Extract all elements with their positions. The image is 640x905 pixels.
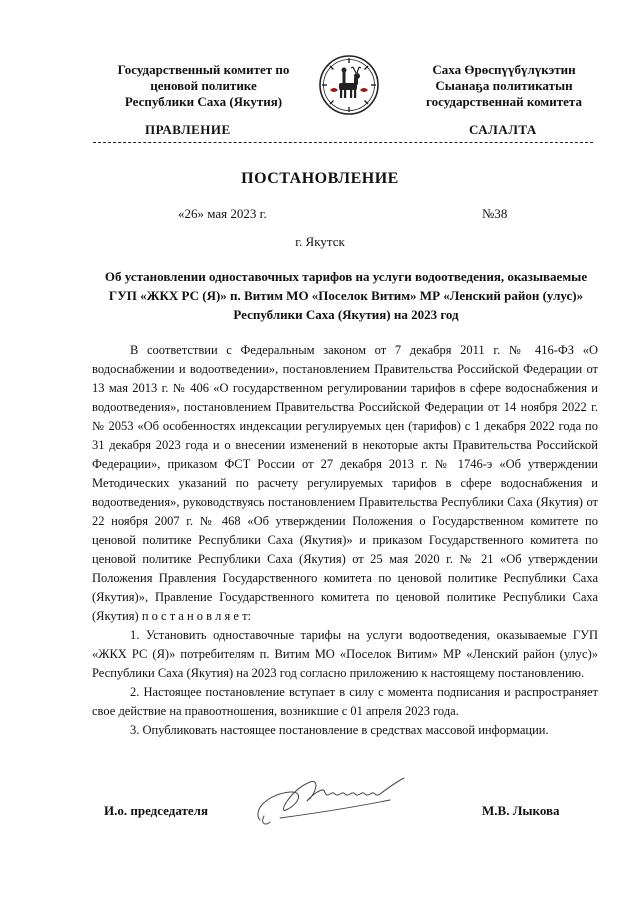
body-paragraph-preamble: В соответствии с Федеральным законом от 7 декабря 2011 г. № 416-ФЗ «О водоснабжении и водоотведении», постановлением Правительства Российской Федерации от 13 мая 2013 г. № 406 «О государственном регулировании тарифов в сфере водоснабжения и водоотведения», постановлением Правительства Российской Федерации от 14 ноября 2022 г. № 2053 «Об особенностях индексации регулируемых цен (тарифов) с 1 декабря 2022 года по 31 декабря 2023 года и о внесении изменений в некоторые акты Правительства Российской Федерации», приказом ФСТ России от 27 декабря 2013 г. № 1746-э «Об утверждении Методических указаний по расчету регулируемых тарифов в сфере водоснабжения и водоотведения», руководствуясь постановлением Правительства Республики Саха (Якутия) от 22 ноября 2007 г. № 468 «Об утверждении Положения о Государственном комитете по ценовой политике Республики Саха (Якутия)» и приказом Государственного комитета по ценовой политике Республики Саха (Якутия) от 25 мая 2020 г. № 21 «Об утверждении Положения Правления Государственного комитета по ценовой политике Республики Саха (Якутия)», Правление Государственного комитета по ценовой политике Республики Саха (Якутия) п о с т а н о в л я е т:: [92, 343, 598, 623]
document-title: ПОСТАНОВЛЕНИЕ: [241, 170, 399, 187]
sakha-emblem-icon: [318, 54, 380, 116]
signatory-position: И.о. председателя: [104, 803, 209, 818]
header-right-line: Саха Өрөспүүбүлүкэтин: [432, 62, 576, 77]
header-right-line: Сыанаҕа политикатын: [435, 78, 573, 93]
body-paragraph-item-3: 3. Опубликовать настоящее постановление в средствах массовой информации.: [130, 723, 549, 737]
document-subject: [96, 267, 596, 324]
header-left-line: Республики Саха (Якутия): [124, 94, 283, 109]
handwritten-signature: [250, 770, 430, 828]
header-left-org-name: [96, 62, 311, 110]
document-number: №38: [482, 206, 508, 221]
header-right-org-name: [404, 62, 604, 110]
header-right-line: государственнай комитета: [426, 94, 582, 109]
subject-line: Об установлении одноставочных тарифов на услуги водоотведения, оказываемые: [104, 269, 588, 284]
body-paragraph-item-1: 1. Установить одноставочные тарифы на услуги водоотведения, оказываемые ГУП «ЖКХ РС (Я)» потребителям п. Витим МО «Поселок Витим» МР «Ленский район (улус)» Республики Саха (Якутия) на 2023 год согласно приложению к настоящему постановлению.: [92, 628, 598, 680]
subject-line: ГУП «ЖКХ РС (Я)» п. Витим МО «Поселок Витим» МР «Ленский район (улус)»: [108, 288, 584, 303]
board-label-sakha: САЛАЛТА: [469, 122, 537, 137]
document-body: [92, 341, 598, 740]
board-label-ru: ПРАВЛЕНИЕ: [145, 122, 231, 137]
subject-line: Республики Саха (Якутия) на 2023 год: [233, 307, 459, 322]
body-paragraph-item-2: 2. Настоящее постановление вступает в силу с момента подписания и распространяет свое действие на правоотношения, возникшие с 01 апреля 2023 года.: [92, 685, 598, 718]
header-left-line: Государственный комитет по: [117, 62, 290, 77]
document-date: «26» мая 2023 г.: [178, 206, 267, 221]
header-divider: [93, 142, 593, 143]
document-city: г. Якутск: [295, 234, 345, 249]
signatory-name: М.В. Лыкова: [482, 803, 560, 818]
header-left-line: ценовой политике: [150, 78, 257, 93]
